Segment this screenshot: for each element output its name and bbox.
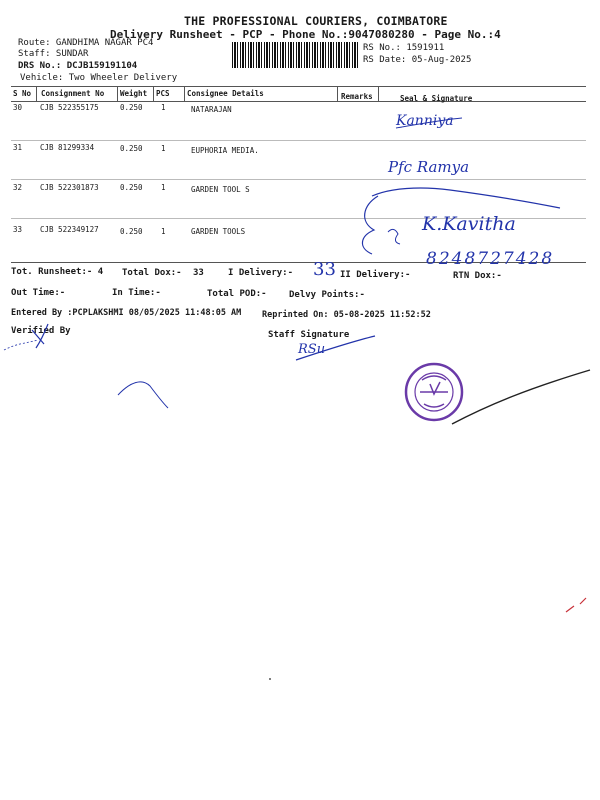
- verified-mark: [32, 324, 48, 348]
- signature-row-33-name: K.Kavitha: [422, 213, 516, 235]
- staff-signature-label: Staff Signature: [268, 330, 350, 340]
- row-consignment: CJB 522301873: [40, 183, 99, 192]
- row-consignment: CJB 522355175: [40, 103, 99, 112]
- rs-date: RS Date: 05-Aug-2025: [363, 55, 472, 65]
- col-header-sno: S No: [13, 89, 32, 98]
- col-header-seal: Seal & Signature: [400, 94, 473, 103]
- row-sno: 33: [13, 225, 23, 234]
- row-consignment: CJB 522349127: [40, 225, 99, 234]
- signature-row-31: Pfc Ramya: [388, 158, 470, 176]
- runsheet-subtitle: Delivery Runsheet - PCP - Phone No.:9047080280 - Page No.:4: [110, 28, 501, 41]
- office-seal-stamp: [406, 364, 462, 420]
- company-title: THE PROFESSIONAL COURIERS, COIMBATORE: [184, 14, 448, 28]
- signature-bracket: [362, 196, 378, 254]
- total-dox-value: 33: [193, 268, 204, 278]
- delvy-points-label: Delvy Points:-: [289, 290, 365, 300]
- row-weight: 0.250: [120, 103, 143, 112]
- row-weight: 0.250: [120, 227, 143, 236]
- total-dox-label: Total Dox:-: [122, 268, 182, 278]
- row-consignee: EUPHORIA MEDIA.: [191, 146, 259, 155]
- col-header-consignee: Consignee Details: [187, 89, 264, 98]
- row-sno: 32: [13, 183, 23, 192]
- row-pcs: 1: [161, 144, 166, 153]
- col-header-consignment: Consignment No: [41, 89, 105, 98]
- row-pcs: 1: [161, 103, 166, 112]
- diagonal-pen-line: [452, 370, 590, 424]
- rtn-dox-label: RTN Dox:-: [453, 271, 502, 281]
- row-weight: 0.250: [120, 144, 143, 153]
- row-consignee: NATARAJAN: [191, 105, 232, 114]
- row-pcs: 1: [161, 183, 166, 192]
- row-sno: 30: [13, 103, 23, 112]
- signature-row-33-phone: 8248727428: [426, 249, 555, 269]
- tot-runsheet: Tot. Runsheet:- 4: [11, 267, 104, 277]
- row-sno: 31: [13, 143, 23, 152]
- col-header-pcs: PCS: [156, 89, 170, 98]
- signature-row-30: Kanniya: [396, 113, 454, 129]
- vehicle-label: Vehicle: Two Wheeler Delivery: [20, 73, 178, 83]
- signature-flourish: [372, 188, 560, 208]
- staff-signature-stroke: [296, 336, 375, 360]
- in-time-label: In Time:-: [112, 288, 161, 298]
- verified-by-label: Verified By: [11, 326, 71, 336]
- staff-label: Staff: SUNDAR: [18, 49, 89, 59]
- total-pod-label: Total POD:-: [207, 289, 267, 299]
- row-pcs: 1: [161, 227, 166, 236]
- entered-by: Entered By :PCPLAKSHMI 08/05/2025 11:48:05 AM: [11, 308, 242, 318]
- red-ink-mark: [566, 598, 586, 612]
- drs-number: DRS No.: DCJB159191104: [18, 61, 138, 71]
- row-consignee: GARDEN TOOLS: [191, 227, 246, 236]
- rs-number: RS No.: 1591911: [363, 43, 445, 53]
- i-delivery-label: I Delivery:-: [228, 268, 294, 278]
- col-header-weight: Weight: [120, 89, 148, 98]
- col-header-remarks: Remarks: [341, 92, 373, 101]
- route-label: Route: GANDHIMA NAGAR PC4: [18, 38, 154, 48]
- stray-pen-stroke: [118, 382, 168, 408]
- row-consignee: GARDEN TOOL S: [191, 185, 250, 194]
- staff-initials: RSu: [298, 342, 326, 357]
- row-weight: 0.250: [120, 183, 143, 192]
- reprinted-on: Reprinted On: 05-08-2025 11:52:52: [262, 310, 431, 320]
- row-consignment: CJB 81299334: [40, 143, 95, 152]
- i-delivery-handwritten: 33: [313, 259, 336, 280]
- ii-delivery-label: II Delivery:-: [340, 270, 411, 280]
- out-time-label: Out Time:-: [11, 288, 66, 298]
